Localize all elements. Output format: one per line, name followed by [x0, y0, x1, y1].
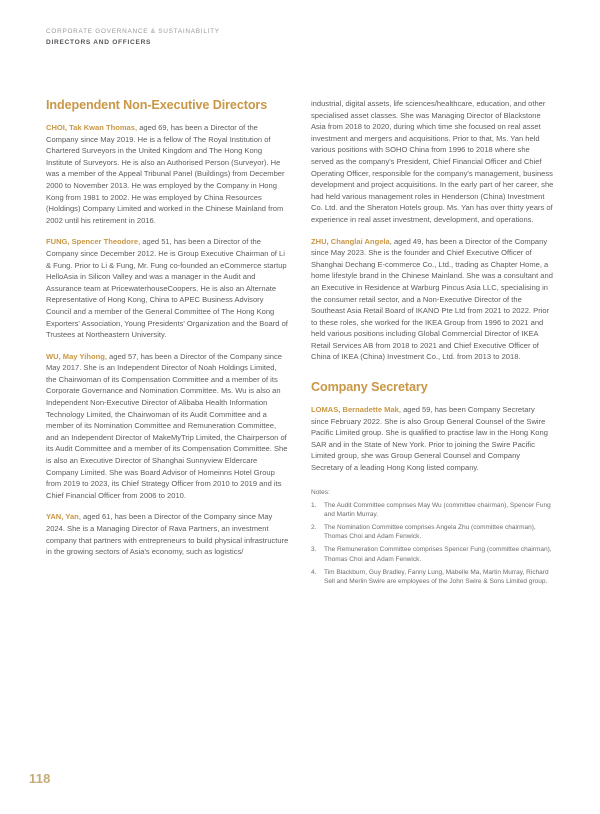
director-bio-text: , aged 61, has been a Director of the Company since May 2024. She is a Managing Director of Rava Partners, an investment company that partners with entrepreneurs to build physical infrastructure in the growing sectors of Asia's economy, such as logistics/ [46, 512, 289, 557]
director-name: CHOI, Tak Kwan Thomas [46, 123, 135, 132]
note-text: Tim Blackburn, Guy Bradley, Fanny Lung, Mabelle Ma, Martin Murray, Richard Sell and Merlin Swire are employees of the John Swire & Sons Limited group. [324, 568, 549, 585]
bio-paragraph [46, 511, 289, 557]
note-number: 1. [311, 501, 317, 509]
director-bio-text: , aged 49, has been a Director of the Company since May 2023. She is the founder and Chief Executive Officer of Shanghai Dechang E-commerce Co., Ltd., trading as Chapter Home, a home lifestyle brand in the Chinese Mainland. She was a consultant and an Executive in Residence at Warburg Pincus Asia LLC, specialising in the consumer retail sector, and a Non-Executive Director of the Southeast Asia Retail Board of IKANO Pte Ltd from 2021 to 2022. Prior to these roles, she worked for the IKEA Group from 1996 to 2021 and held various positions including Global Commercial Director of IKEA Retail Services AB from 2018 to 2021 and Chief Executive Officer of China of IKEA (China) Investment Co., Ltd. from 2013 to 2018. [311, 236, 553, 362]
director-bio-text: , aged 51, has been a Director of the Company since December 2012. He is Group Executive Chairman of Li & Fung. Prior to Li & Fung, Mr. Fung co-founded an eCommerce startup HelloAsia in Silicon Valley and was a manager in the Audit and Assurance team at PricewaterhouseCoopers. He is also an Alternate Representative of Hong Kong, China to APEC Business Advisory Council and a member of the General Committee of The Hong Kong Exporters' Association, Young Presidents' Organization and the Board of Trustees at Northeastern University. [46, 237, 288, 340]
director-bio-text: , aged 69, has been a Director of the Company since May 2019. He is a fellow of The Royal Institution of Chartered Surveyors in the United Kingdom and The Hong Kong Institute of Surveyors. He is also an Authorised Person (Surveyor). He was a member of the Appeal Tribunal Panel (Buildings) from December 2000 to November 2013. He was employed by the Company in Hong Kong from 1981 to 2002. He was employed by China Resources (Holdings) Company Limited and worked in the Chinese Mainland from 2002 until his retirement in 2016. [46, 123, 285, 225]
bio-paragraph [46, 236, 289, 340]
section-heading-company-secretary: Company Secretary [311, 380, 428, 395]
note-text: The Remuneration Committee comprises Spencer Fung (committee chairman), Thomas Choi and Adam Fenwick. [324, 546, 552, 563]
page-number: 118 [29, 771, 51, 786]
note-number: 4. [311, 568, 317, 576]
section-heading-independent-non-executive-directors: Independent Non-Executive Directors [46, 98, 268, 112]
column-left [46, 98, 289, 738]
director-bio-text: , aged 57, has been a Director of the Company since May 2017. She is an Independent Director of Noah Holdings Limited, the Chairwoman of its Compensation Committee and a member of its Corporate Governance and Nomination Committee. Ms. Wu is also an Independent Non-Executive Director of Alibaba Health Information Technology Limited, the Chairwoman of its Audit Committee and a member of its Nomination Committee and Remuneration Committee, and an Independent Director of MakeMyTrip Limited, the Chairperson of its Audit Committee and a member of its Compensation Committee. She is also an Executive Director of Shanghai Sunnyview Eldercare Company Limited. She was Board Advisor of Homeinns Hotel Group from 2019 to 2023, its Chief Strategy Officer from 2010 to 2019 and its Chief Financial Officer from 2006 to 2010. [46, 351, 288, 500]
director-name: WU, May Yihong [46, 351, 105, 361]
running-header [46, 27, 466, 48]
note-item [311, 523, 554, 542]
notes-list [311, 501, 554, 587]
bio-paragraph [311, 404, 554, 474]
director-bio-text: industrial, digital assets, life sciences/healthcare, education, and other specialised asset classes. She was Managing Director of Blackstone Asia from 2018 to 2020, during which time she focused on real asset investment and mergers and acquisitions. Prior to that, Ms. Yan held various positions with SOHO China from 1996 to 2018 where she served as the company's President, Chief Financial Officer and Chief Operating Officer, responsible for the company's management, business development and project acquisitions. In the early part of her career, she had held various management roles in Henderson (China) Investment Co. Ltd. and the Sheraton Hotels group. Ms. Yan has over thirty years of experience in real asset investment, development, and operations. [311, 99, 554, 224]
note-item [311, 568, 554, 587]
column-right [311, 98, 554, 738]
director-name: ZHU, Changlai Angela [311, 236, 390, 246]
bio-paragraph [311, 236, 554, 364]
header-eyebrow: CORPORATE GOVERNANCE & SUSTAINABILITY [46, 28, 220, 35]
header-title: DIRECTORS AND OFFICERS [46, 39, 152, 46]
note-text: The Nomination Committee comprises Angela Zhu (committee chairman), Thomas Choi and Adam Fenwick. [324, 523, 536, 541]
notes-section [311, 488, 554, 587]
note-item [311, 501, 554, 520]
bio-paragraph [46, 122, 289, 226]
note-number: 2. [311, 523, 317, 531]
officer-name: LOMAS, Bernadette Mak [311, 405, 399, 415]
note-text: The Audit Committee comprises May Wu (committee chairman), Spencer Fung and Martin Murray. [324, 501, 551, 519]
officer-bio-text: , aged 59, has been Company Secretary since February 2022. She is also Group General Counsel of the Swire Pacific Limited group. She is qualified to practise law in the Hong Kong SAR and in the State of New York. Prior to joining the Swire Pacific Limited group, she was Group General Counsel and Company Secretary of a leading Hong Kong listed company. [311, 405, 548, 473]
bio-paragraph [46, 351, 289, 502]
note-item [311, 545, 554, 564]
bio-paragraph-continued [311, 98, 554, 226]
director-name: FUNG, Spencer Theodore [46, 237, 139, 247]
notes-label: Notes: [311, 488, 330, 496]
note-number: 3. [311, 546, 317, 554]
two-column-body [46, 98, 554, 738]
director-name: YAN, Yan [46, 512, 79, 522]
